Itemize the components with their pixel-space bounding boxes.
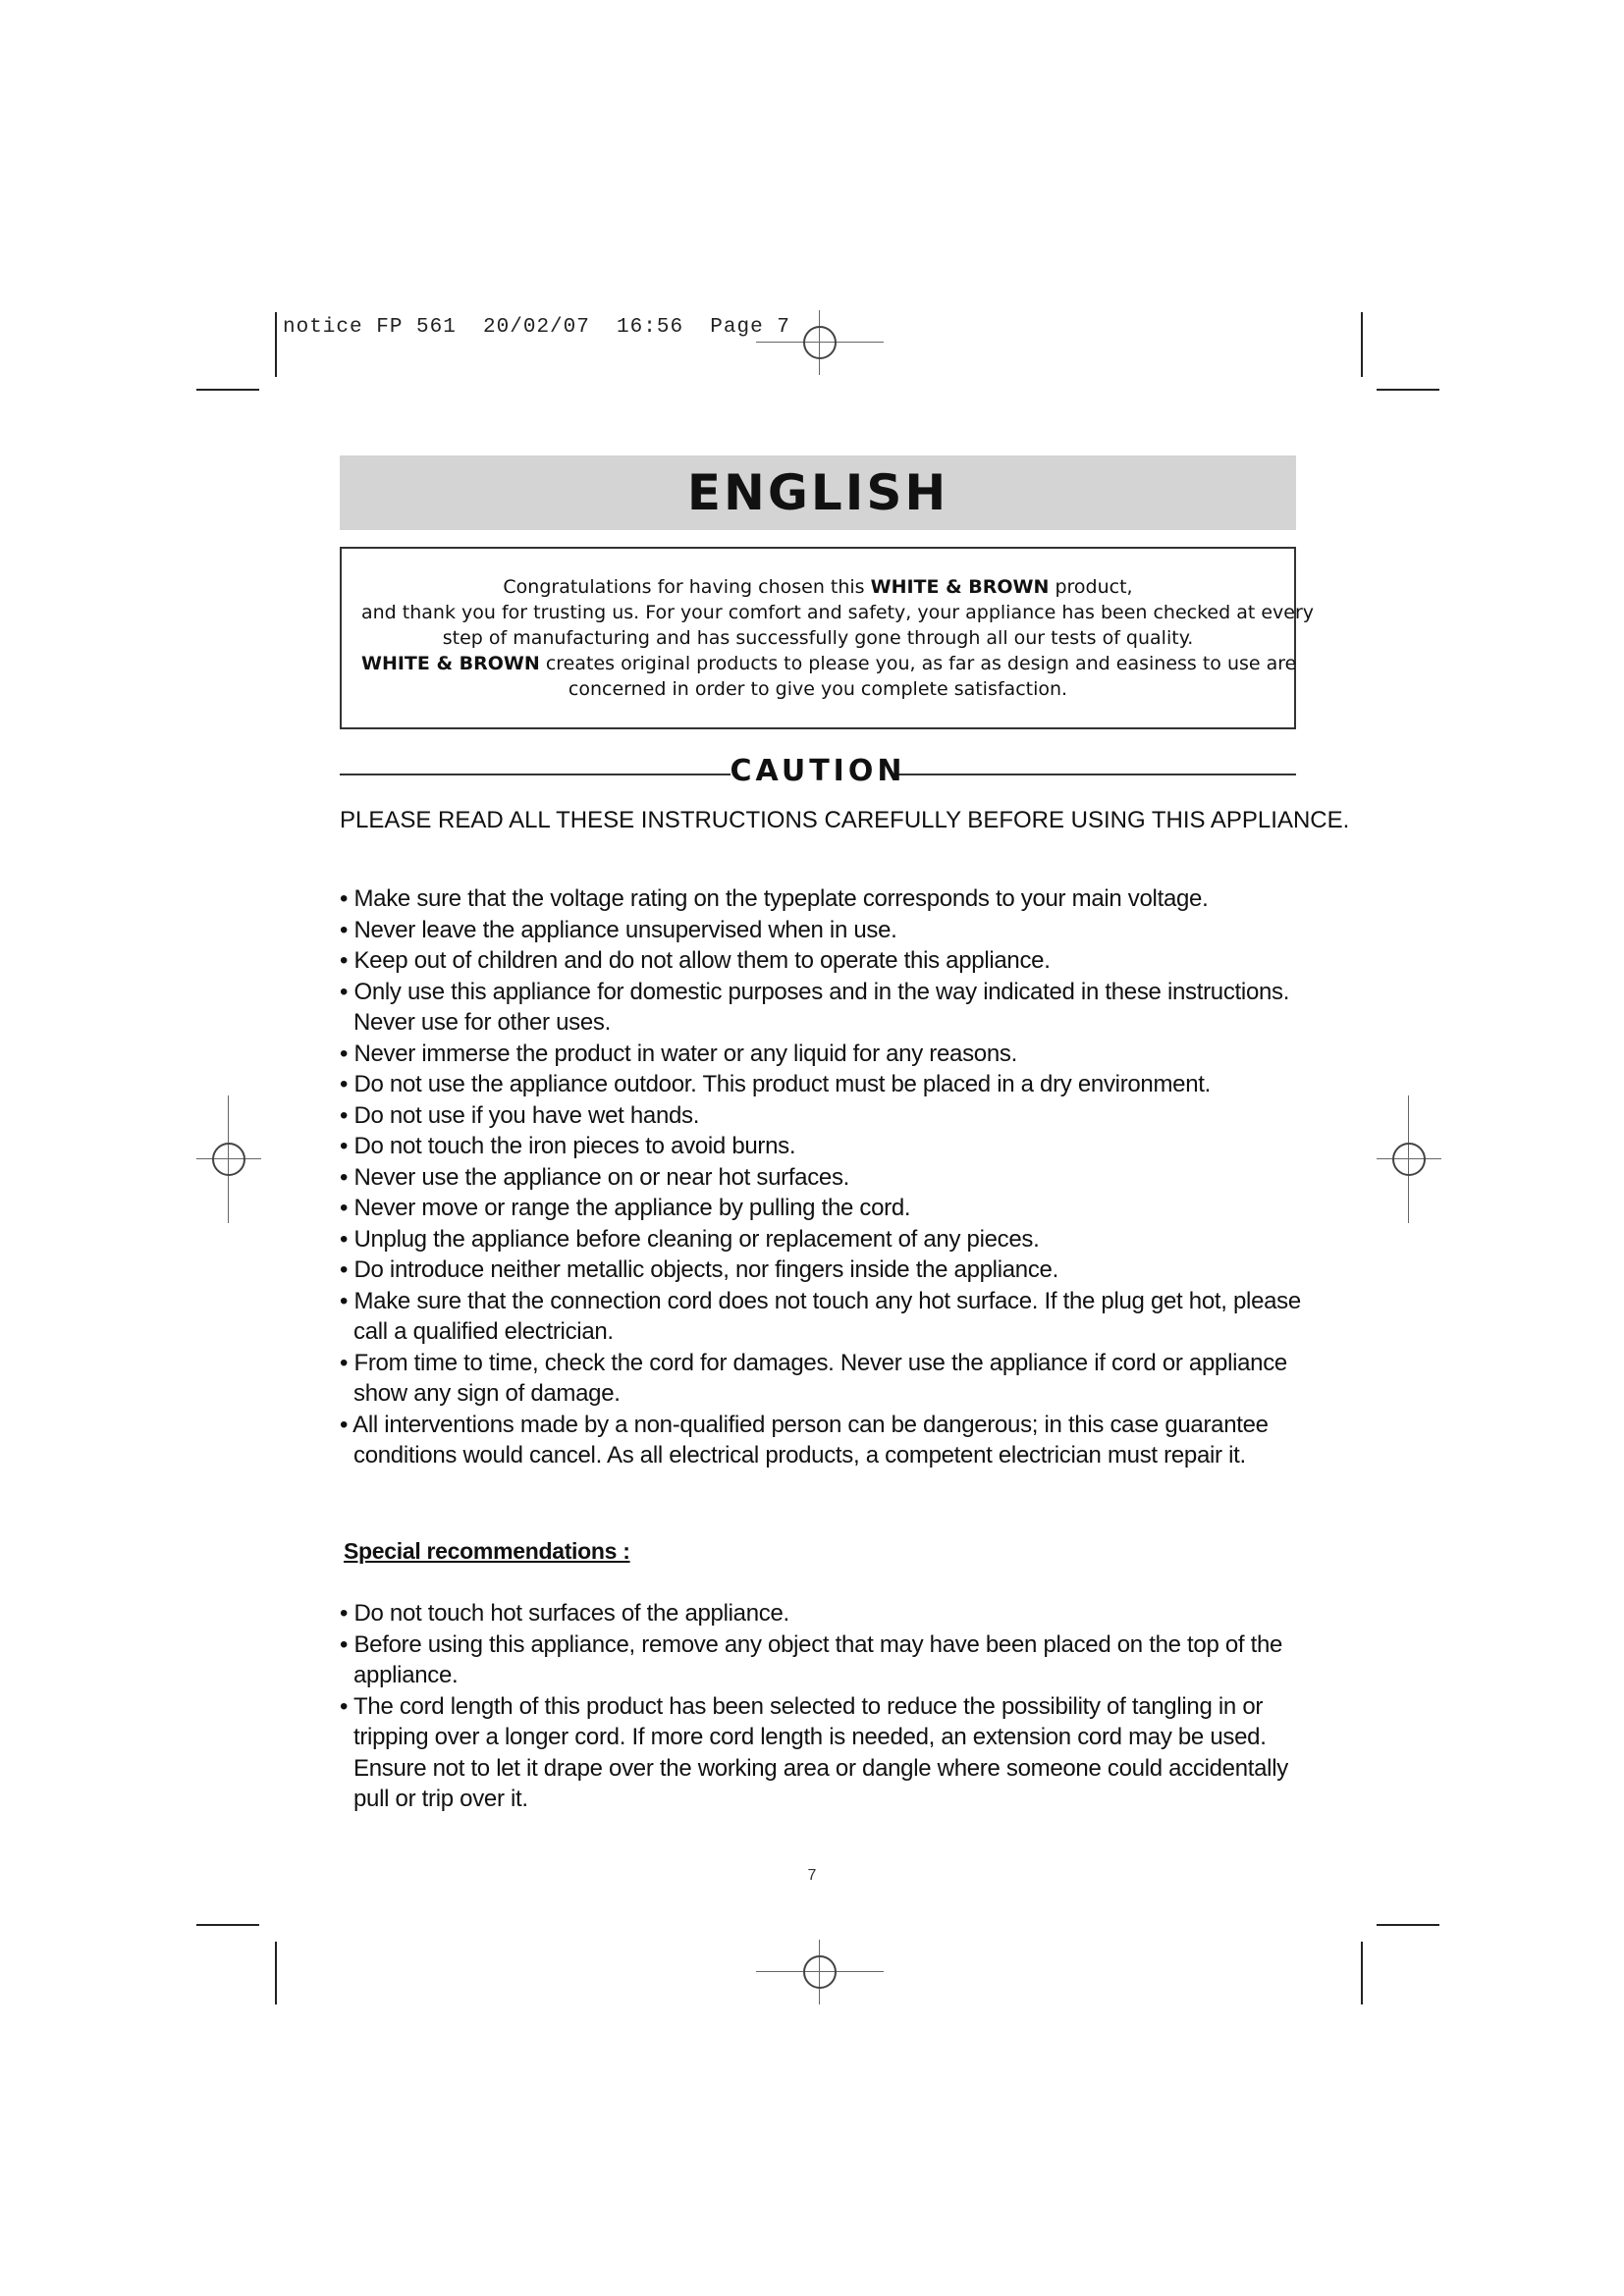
- list-item-continuation: show any sign of damage.: [353, 1380, 621, 1407]
- list-item: [340, 1348, 1302, 1410]
- list-item: [340, 1255, 1302, 1286]
- safety-list: [340, 883, 1302, 1471]
- crop-mark-top-left-horizontal: [196, 389, 259, 391]
- crop-mark-top-right-vertical: [1361, 312, 1363, 377]
- registration-mark-right: [1377, 1095, 1441, 1223]
- list-item-text: • Never leave the appliance unsupervised when in use.: [340, 916, 897, 943]
- list-item-continuation: pull or trip over it.: [353, 1786, 528, 1812]
- crop-mark-bottom-right-horizontal: [1377, 1924, 1439, 1926]
- special-recommendations-heading: Special recommendations :: [344, 1538, 630, 1564]
- list-item-continuation: Ensure not to let it drape over the working area or dangle where someone could accidentally: [353, 1754, 1288, 1782]
- list-item: [340, 915, 1302, 946]
- list-item-text: • Before using this appliance, remove any object that may have been placed on the top of the: [340, 1630, 1283, 1658]
- intro-box: [340, 547, 1315, 729]
- list-item-text: • Make sure that the voltage rating on the typeplate corresponds to your main voltage.: [340, 885, 1209, 912]
- list-item: [340, 1039, 1302, 1070]
- list-item-continuation: tripping over a longer cord. If more cord length is needed, an extension cord may be used.: [353, 1724, 1267, 1750]
- list-item: [340, 945, 1302, 977]
- list-item-text: • The cord length of this product has been selected to reduce the possibility of tangling in or: [340, 1692, 1264, 1720]
- caution-header: [340, 754, 1296, 793]
- list-item: [340, 883, 1302, 915]
- page-number: 7: [807, 1867, 817, 1884]
- intro-line-4: [361, 651, 1297, 676]
- list-item-text: • Do introduce neither metallic objects, nor fingers inside the appliance.: [340, 1256, 1058, 1283]
- list-item: [340, 1131, 1302, 1162]
- list-item: [340, 977, 1302, 1039]
- list-item-text: • Do not use if you have wet hands.: [340, 1101, 700, 1129]
- banner-title: ENGLISH: [686, 464, 949, 521]
- intro-text: creates original products to please you, as far as design and easiness to use are: [539, 653, 1297, 674]
- list-item-continuation: call a qualified electrician.: [353, 1318, 614, 1345]
- list-item-text: • From time to time, check the cord for damages. Never use the appliance if cord or appliance: [340, 1349, 1287, 1376]
- list-item: [340, 1162, 1302, 1194]
- list-item-text: • All interventions made by a non-qualified person can be dangerous; in this case guarantee: [340, 1411, 1269, 1438]
- list-item-text: • Unplug the appliance before cleaning or replacement of any pieces.: [340, 1225, 1040, 1253]
- registration-mark-bottom: [756, 1940, 884, 2004]
- language-banner: [340, 455, 1296, 530]
- intro-line-1: [361, 574, 1274, 600]
- intro-line-3: step of manufacturing and has successfully gone through all our tests of quality.: [442, 627, 1194, 649]
- intro-text: Congratulations for having chosen this: [503, 576, 871, 598]
- list-item: [340, 1100, 1302, 1132]
- intro-text: product,: [1049, 576, 1133, 598]
- list-item: [340, 1691, 1302, 1815]
- brand-name: WHITE & BROWN: [870, 576, 1050, 598]
- list-item-text: • Do not touch hot surfaces of the appliance.: [340, 1600, 789, 1627]
- list-item-text: • Never use the appliance on or near hot surfaces.: [340, 1163, 850, 1191]
- crop-mark-bottom-left-horizontal: [196, 1924, 259, 1926]
- crop-mark-top-right-horizontal: [1377, 389, 1439, 391]
- list-item-continuation: conditions would cancel. As all electrical products, a competent electrician must repair it.: [353, 1442, 1246, 1468]
- read-instructions-notice: PLEASE READ ALL THESE INSTRUCTIONS CAREFULLY BEFORE USING THIS APPLIANCE.: [340, 807, 1350, 833]
- list-item-text: • Never immerse the product in water or any liquid for any reasons.: [340, 1040, 1017, 1067]
- list-item: [340, 1069, 1302, 1100]
- list-item: [340, 1410, 1302, 1471]
- crop-mark-bottom-left-vertical: [275, 1942, 277, 2004]
- list-item: [340, 1286, 1302, 1348]
- list-item-continuation: appliance.: [353, 1662, 459, 1688]
- list-item-continuation: Never use for other uses.: [353, 1009, 611, 1036]
- list-item-text: • Only use this appliance for domestic purposes and in the way indicated in these instructions.: [340, 978, 1290, 1005]
- list-item-text: • Make sure that the connection cord does not touch any hot surface. If the plug get hot, please: [340, 1287, 1301, 1314]
- registration-mark-left: [196, 1095, 261, 1223]
- caution-title: CAUTION: [730, 754, 906, 788]
- list-item-text: • Never move or range the appliance by pulling the cord.: [340, 1195, 911, 1221]
- printer-slug: notice FP 561 20/02/07 16:56 Page 7: [283, 316, 790, 339]
- list-item-text: • Keep out of children and do not allow them to operate this appliance.: [340, 947, 1051, 974]
- special-recommendations-list: [340, 1598, 1302, 1815]
- crop-mark-top-left-vertical: [275, 312, 277, 377]
- list-item: [340, 1224, 1302, 1255]
- list-item: [340, 1193, 1302, 1224]
- brand-name: WHITE & BROWN: [361, 653, 540, 674]
- list-item-text: • Do not use the appliance outdoor. This product must be placed in a dry environment.: [340, 1071, 1212, 1097]
- list-item: [340, 1629, 1302, 1691]
- intro-line-2: and thank you for trusting us. For your comfort and safety, your appliance has been checked at every: [361, 602, 1315, 623]
- list-item-text: • Do not touch the iron pieces to avoid burns.: [340, 1133, 796, 1159]
- list-item: [340, 1598, 1302, 1629]
- crop-mark-bottom-right-vertical: [1361, 1942, 1363, 2004]
- intro-line-5: concerned in order to give you complete satisfaction.: [568, 678, 1068, 700]
